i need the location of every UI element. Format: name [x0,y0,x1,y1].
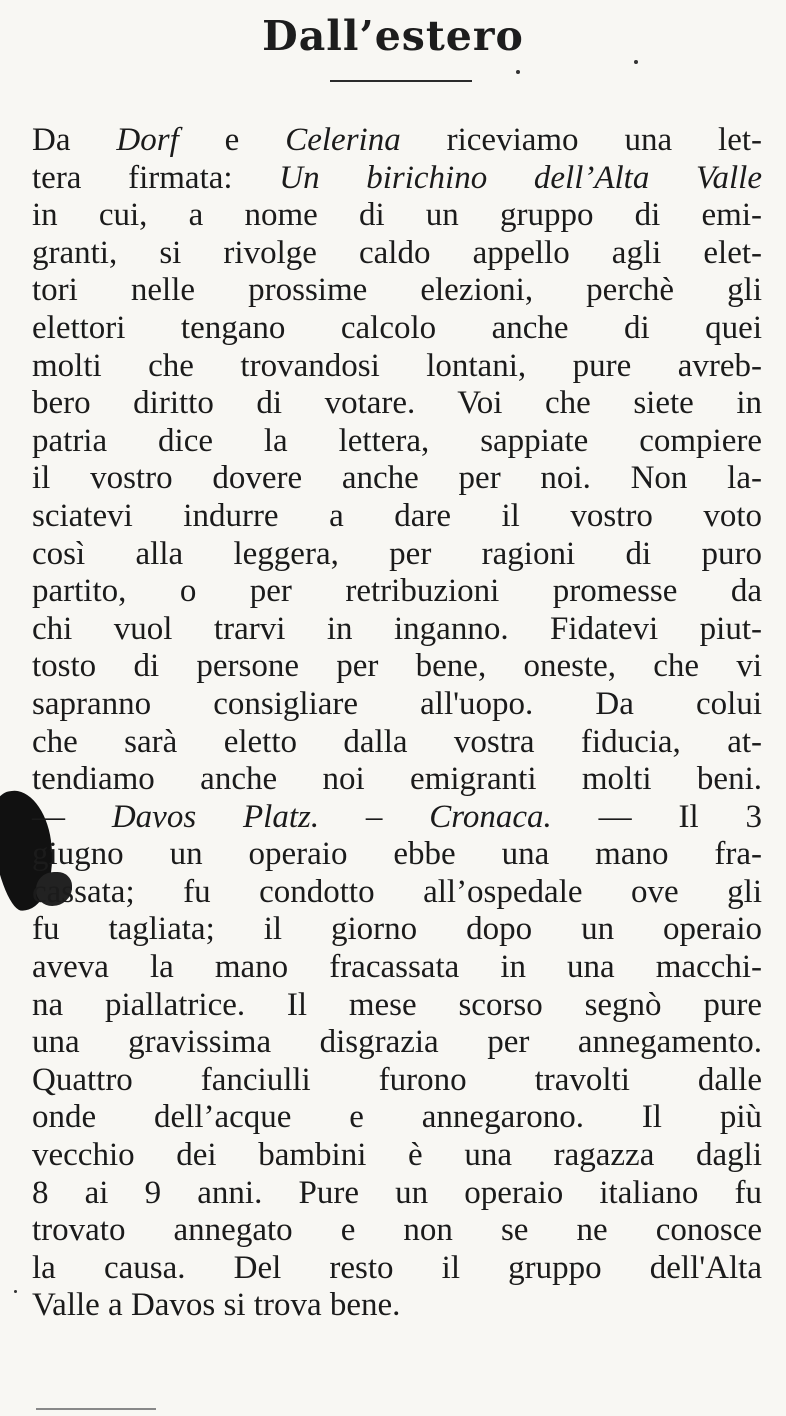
text-line [32,724,762,762]
text-segment: in cui, a nome di un gruppo di emi- [32,197,762,234]
text-segment: tori nelle prossime elezioni, perchè gli [32,272,762,309]
text-line [32,1137,762,1175]
text-segment: sapranno consigliare all'uopo. Da colui [32,685,762,722]
text-segment: partito, o per retribuzioni promesse da [32,573,762,610]
text-segment: cassata; fu condotto all’ospedale ove gli [32,873,762,910]
text-segment: 8 ai 9 anni. Pure un operaio italiano fu [32,1174,762,1211]
print-speck [14,1290,17,1293]
text-segment: – [319,798,430,835]
text-line [32,1024,762,1062]
text-line [32,1099,762,1137]
text-segment: patria dice la lettera, sappiate compiere [32,422,762,459]
text-segment: Da [32,122,117,158]
text-line [32,423,762,461]
text-segment: bero diritto di votare. Voi che siete in [32,385,762,422]
text-segment: tera firmata: [32,159,280,196]
text-line [32,1287,762,1325]
text-line [32,160,762,198]
text-line [32,1212,762,1250]
title-divider [330,80,472,82]
text-segment: Quattro fanciulli furono travolti dalle [32,1061,762,1098]
text-segment: vecchio dei bambini è una ragazza dagli [32,1137,762,1174]
text-segment: onde dell’acque e annegarono. Il più [32,1099,762,1136]
text-line [32,874,762,912]
print-speck [634,60,638,64]
text-segment: trovato annegato e non se ne conosce [32,1212,762,1249]
text-segment: tendiamo anche noi emigranti molti beni. [32,761,762,798]
text-line [32,1250,762,1288]
text-line [32,498,762,536]
text-segment: molti che trovandosi lontani, pure avreb- [32,347,762,384]
text-segment: che sarà eletto dalla vostra fiducia, at- [32,723,762,760]
text-line [32,122,762,160]
text-segment: giugno un operaio ebbe una mano fra- [32,836,762,873]
text-line [32,460,762,498]
text-segment: — Il 3 [551,798,762,835]
text-line [32,911,762,949]
text-line [32,1062,762,1100]
text-segment: fu tagliata; il giorno dopo un operaio [32,911,762,948]
text-segment: na piallatrice. Il mese scorso segnò pure [32,986,762,1023]
text-line [32,611,762,649]
italic-text-segment: Dorf [116,122,179,158]
italic-text-segment: Un birichino dell’Alta Valle [279,159,762,196]
text-line [32,573,762,611]
text-line [32,686,762,724]
print-speck [516,70,520,74]
text-line [32,272,762,310]
text-segment: così alla leggera, per ragioni di puro [32,535,762,572]
text-segment: tosto di persone per bene, oneste, che vi [32,648,762,685]
text-segment: aveva la mano fracassata in una macchi- [32,949,762,986]
italic-text-segment: Cronaca. [429,798,552,835]
text-line [32,648,762,686]
text-line [32,385,762,423]
text-line [32,799,762,837]
article-body [32,122,762,1325]
text-segment: sciatevi indurre a dare il vostro voto [32,497,762,534]
text-segment: e [178,122,286,158]
italic-text-segment: Celerina [285,122,401,158]
text-line [32,197,762,235]
text-segment: riceviamo una let- [400,122,762,158]
text-line [32,1175,762,1213]
text-segment: granti, si rivolge caldo appello agli elet- [32,234,762,271]
text-segment: una gravissima disgrazia per annegamento. [32,1024,762,1061]
text-line [32,836,762,874]
bottom-divider [36,1408,156,1410]
text-line [32,235,762,273]
text-segment: — [32,798,112,835]
text-line [32,949,762,987]
text-segment: il vostro dovere anche per noi. Non la- [32,460,762,497]
text-line [32,310,762,348]
text-segment: Valle a Davos si trova bene. [32,1287,401,1324]
text-line [32,536,762,574]
text-line [32,348,762,386]
italic-text-segment: Davos Platz. [111,798,320,835]
text-line [32,987,762,1025]
text-segment: elettori tengano calcolo anche di quei [32,309,762,346]
article-title: Dall’estero [262,12,524,60]
text-segment: chi vuol trarvi in inganno. Fidatevi piut- [32,610,762,647]
text-segment: la causa. Del resto il gruppo dell'Alta [32,1249,762,1286]
text-line [32,761,762,799]
